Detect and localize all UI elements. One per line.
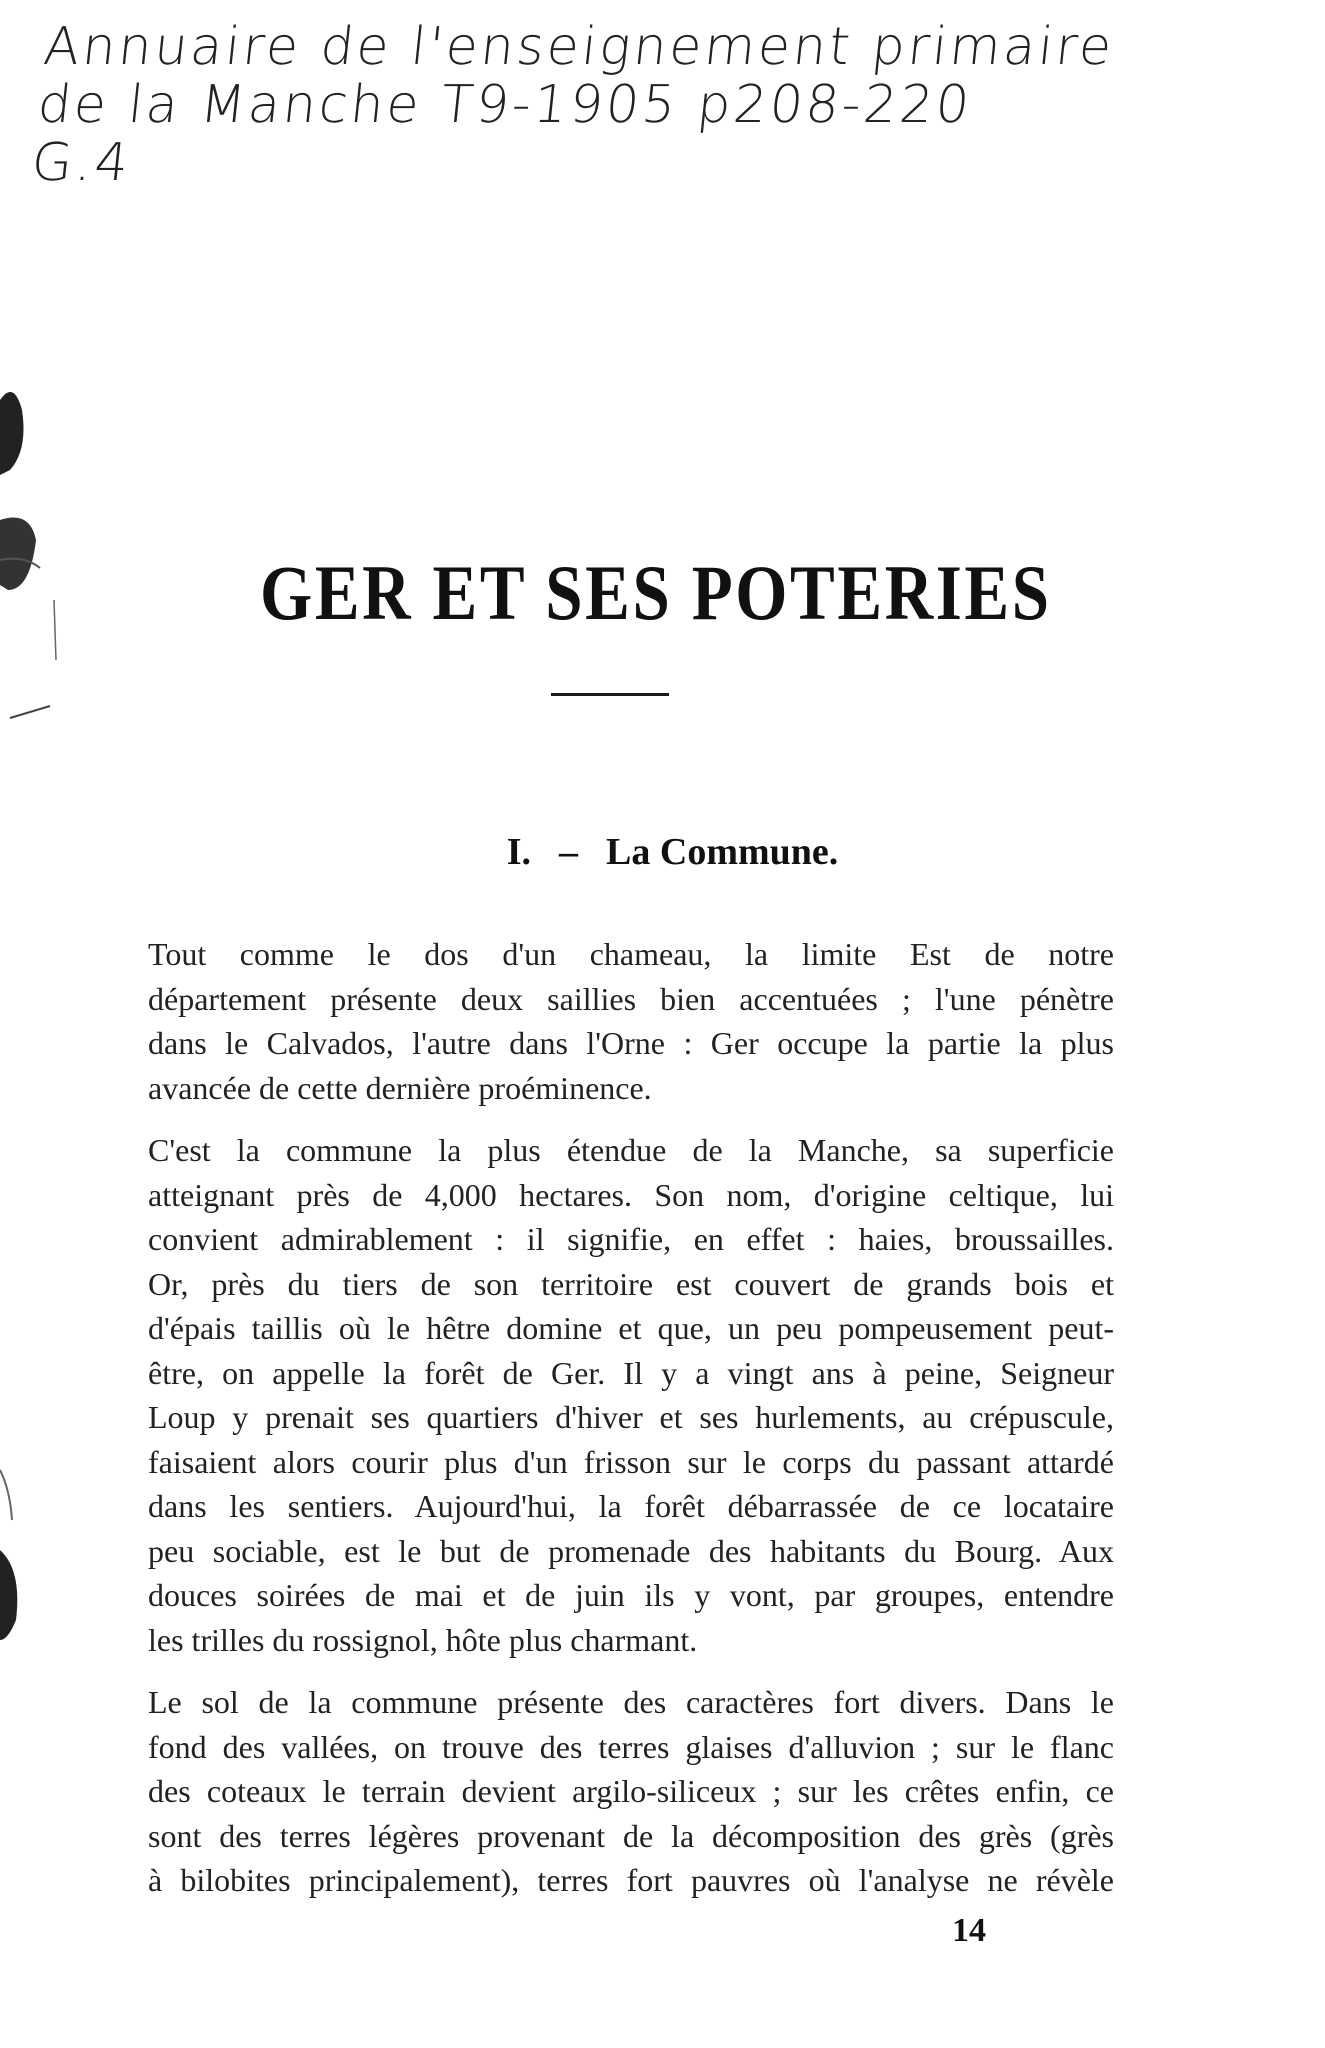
title-divider (551, 693, 669, 696)
text-line: d'épais taillis où le hêtre domine et que, un peu pompeusement peut- (148, 1310, 1114, 1346)
handwritten-archive-note (29, 18, 1307, 193)
section-name: La Commune. (606, 831, 839, 873)
page-title: GER ET SES POTERIES (260, 549, 1052, 636)
text-line: atteignant près de 4,000 hectares. Son nom, d'origine celtique, lui (148, 1176, 1114, 1213)
text-line: peu sociable, est le but de promenade des habitants du Bourg. Aux (148, 1532, 1114, 1569)
text-line: faisaient alors courir plus d'un frisson sur le corps du passant attardé (148, 1443, 1114, 1480)
section-heading (0, 830, 1325, 874)
section-number: I. (506, 831, 532, 873)
text-line: Loup y prenait ses quartiers d'hiver et ses hurlements, au crépuscule, (148, 1399, 1114, 1435)
paragraph-1 (108, 932, 1114, 1110)
text-line: Or, près du tiers de son territoire est couvert de grands bois et (148, 1265, 1114, 1302)
text-line: sont des terres légères provenant de la décomposition des grès (grès (148, 1817, 1114, 1854)
text-line: Le sol de la commune présente des caractères fort divers. Dans le (148, 1684, 1114, 1720)
text-line: dans les sentiers. Aujourd'hui, la forêt débarrassée de ce locataire (148, 1488, 1114, 1524)
text-line: département présente deux saillies bien accentuées ; l'une pénètre (148, 980, 1114, 1017)
paragraph-2 (108, 1128, 1114, 1662)
text-line: des coteaux le terrain devient argilo-siliceux ; sur les crêtes enfin, ce (148, 1773, 1114, 1809)
text-line: dans le Calvados, l'autre dans l'Orne : Ger occupe la partie la plus (148, 1025, 1114, 1061)
body-text (108, 932, 1114, 1921)
text-line: à bilobites principalement), terres fort pauvres où l'analyse ne révèle (148, 1862, 1114, 1898)
text-line: les trilles du rossignol, hôte plus charmant. (148, 1621, 698, 1658)
text-line: fond des vallées, on trouve des terres glaises d'alluvion ; sur le flanc (148, 1728, 1114, 1765)
paragraph-3 (108, 1680, 1114, 1903)
text-line: Tout comme le dos d'un chameau, la limite Est de notre (148, 936, 1114, 972)
section-dash: – (559, 831, 579, 873)
handwritten-line-2: de la Manche T9-1905 p208-220 (34, 75, 976, 136)
text-line: douces soirées de mai et de juin ils y vont, par groupes, entendre (148, 1577, 1114, 1613)
binding-edge-shadow (0, 340, 70, 1680)
text-line: convient admirablement : il signifie, en effet : haies, broussailles. (148, 1221, 1114, 1257)
handwritten-line-3: G.4 (28, 133, 134, 194)
text-line: être, on appelle la forêt de Ger. Il y a vingt ans à peine, Seigneur (148, 1354, 1114, 1391)
text-line: avancée de cette dernière proéminence. (148, 1069, 652, 1106)
handwritten-line-1: Annuaire de l'enseignement primaire (40, 17, 1118, 77)
text-line: C'est la commune la plus étendue de la Manche, sa superficie (148, 1132, 1114, 1168)
page-number: 14 (952, 1912, 986, 1949)
